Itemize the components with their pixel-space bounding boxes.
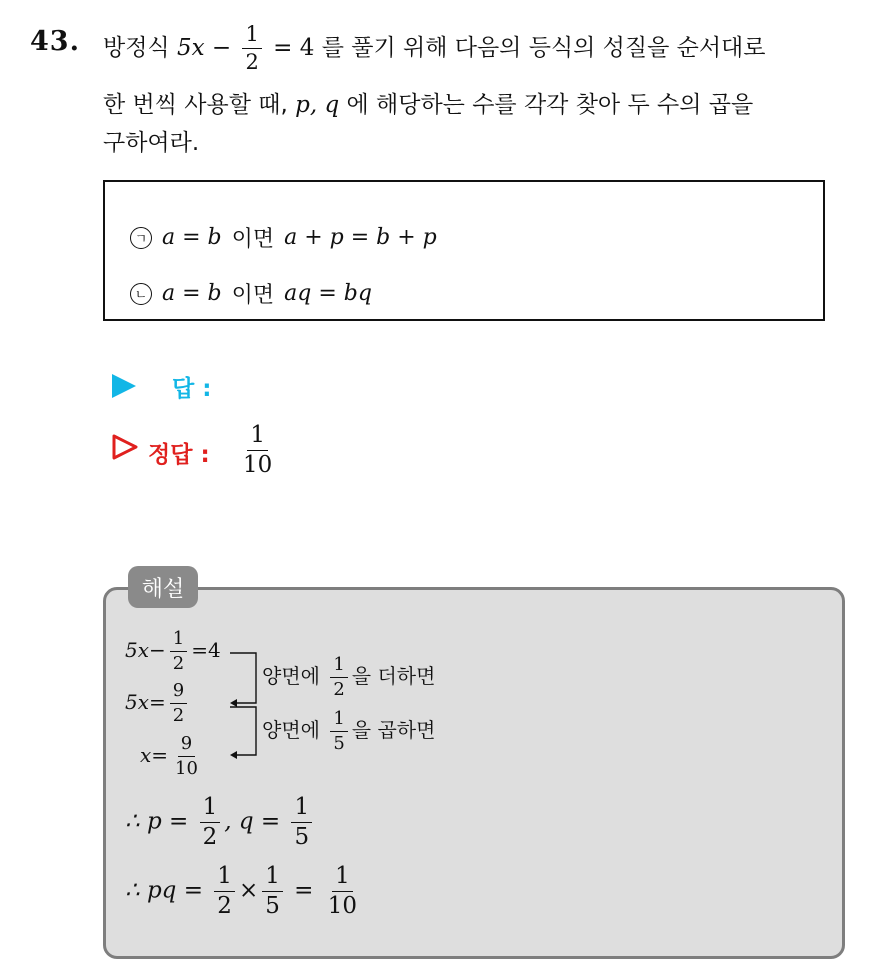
result-text: , q = [224,808,281,835]
solution-note-1 [262,656,435,699]
fraction-numerator: 1 [291,796,312,823]
note-fraction [330,656,347,699]
fraction-denominator: 5 [265,893,280,919]
fraction-denominator: 5 [333,733,345,754]
fraction-numerator: 1 [330,710,347,732]
result-fraction [214,865,235,918]
fraction-denominator: 2 [202,824,218,850]
condition-rhs: a + p = b + p [284,225,437,250]
fraction-numerator: 1 [242,24,261,49]
solution-note-2 [262,710,435,753]
fraction-denominator: 2 [217,893,232,919]
note-text: 을 더하면 [351,664,436,688]
correct-answer-label: 정답 : [148,442,210,468]
note-text: 양면에 [262,718,320,742]
answer-label: 답 : [172,376,212,402]
condition-text: 이면 [231,227,275,252]
question-text: 를 풀기 위해 다음의 등식의 성질을 순서대로 [321,35,766,61]
condition-1 [130,222,437,253]
question-text: 방정식 [103,35,170,61]
circled-marker: ㄱ [130,227,152,249]
condition-lhs: a = b [162,225,222,250]
step-fraction [170,682,187,725]
fraction-numerator: 1 [200,796,221,823]
fraction-numerator: 1 [170,630,187,652]
step-text: 5x= [125,690,166,714]
question-text: 에 해당하는 수를 각각 찾아 두 수의 곱을 [346,92,754,118]
fraction-denominator: 10 [243,452,273,478]
step-bracket-arrows [224,645,264,760]
solution-result-1 [125,796,316,849]
fraction-numerator: 1 [332,865,353,892]
fraction-denominator: 2 [172,653,185,674]
answer-triangle-icon [112,374,136,398]
condition-2 [130,278,372,309]
variable-p: p, [295,92,318,118]
equation-minus: − [211,35,232,61]
fraction-denominator: 2 [245,50,259,74]
note-text: 양면에 [262,664,320,688]
result-text: ∴ p = [125,808,189,835]
fraction-denominator: 10 [327,893,358,919]
result-fraction [262,865,283,918]
times-sign: × [238,877,259,904]
circled-marker: ㄴ [130,283,152,305]
equation-fraction [242,24,261,73]
variable-q: q [324,92,340,118]
result-fraction [200,796,221,849]
fraction-numerator: 1 [214,865,235,892]
note-fraction [330,710,347,753]
question-text: 한 번씩 사용할 때, [103,92,288,118]
fraction-denominator: 10 [175,758,198,779]
question-line-2 [103,86,753,119]
equation-term: 5x [176,35,205,61]
note-text: 을 곱하면 [351,718,436,742]
condition-text: 이면 [231,283,275,308]
correct-answer-value [236,424,279,477]
fraction-numerator: 1 [330,656,347,678]
step-fraction [170,630,187,673]
step-text: 5x− [125,638,166,662]
solution-tab: 해설 [128,566,198,608]
step-text: =4 [191,638,221,662]
solution-step-2 [125,682,191,725]
correct-fraction [240,424,275,477]
equals-sign: = [294,877,314,904]
condition-lhs: a = b [162,281,222,306]
fraction-denominator: 2 [172,705,185,726]
question-line-3: 구하여라. [103,130,200,156]
step-text: x= [140,743,169,767]
condition-rhs: aq = bq [284,281,372,306]
result-fraction [325,865,360,918]
fraction-numerator: 1 [262,865,283,892]
fraction-numerator: 9 [178,735,195,757]
step-fraction [172,735,201,778]
result-fraction [291,796,312,849]
fraction-denominator: 2 [333,679,345,700]
equation-rhs: = 4 [273,35,315,61]
fraction-numerator: 1 [247,424,268,451]
solution-step-1 [125,630,221,673]
result-text: ∴ pq = [125,877,203,904]
fraction-denominator: 5 [294,824,310,850]
solution-result-2 [125,865,364,918]
fraction-numerator: 9 [170,682,187,704]
solution-step-3 [140,735,205,778]
question-line-1 [103,24,766,73]
question-number: 43. [30,26,80,57]
correct-triangle-icon [110,432,140,462]
